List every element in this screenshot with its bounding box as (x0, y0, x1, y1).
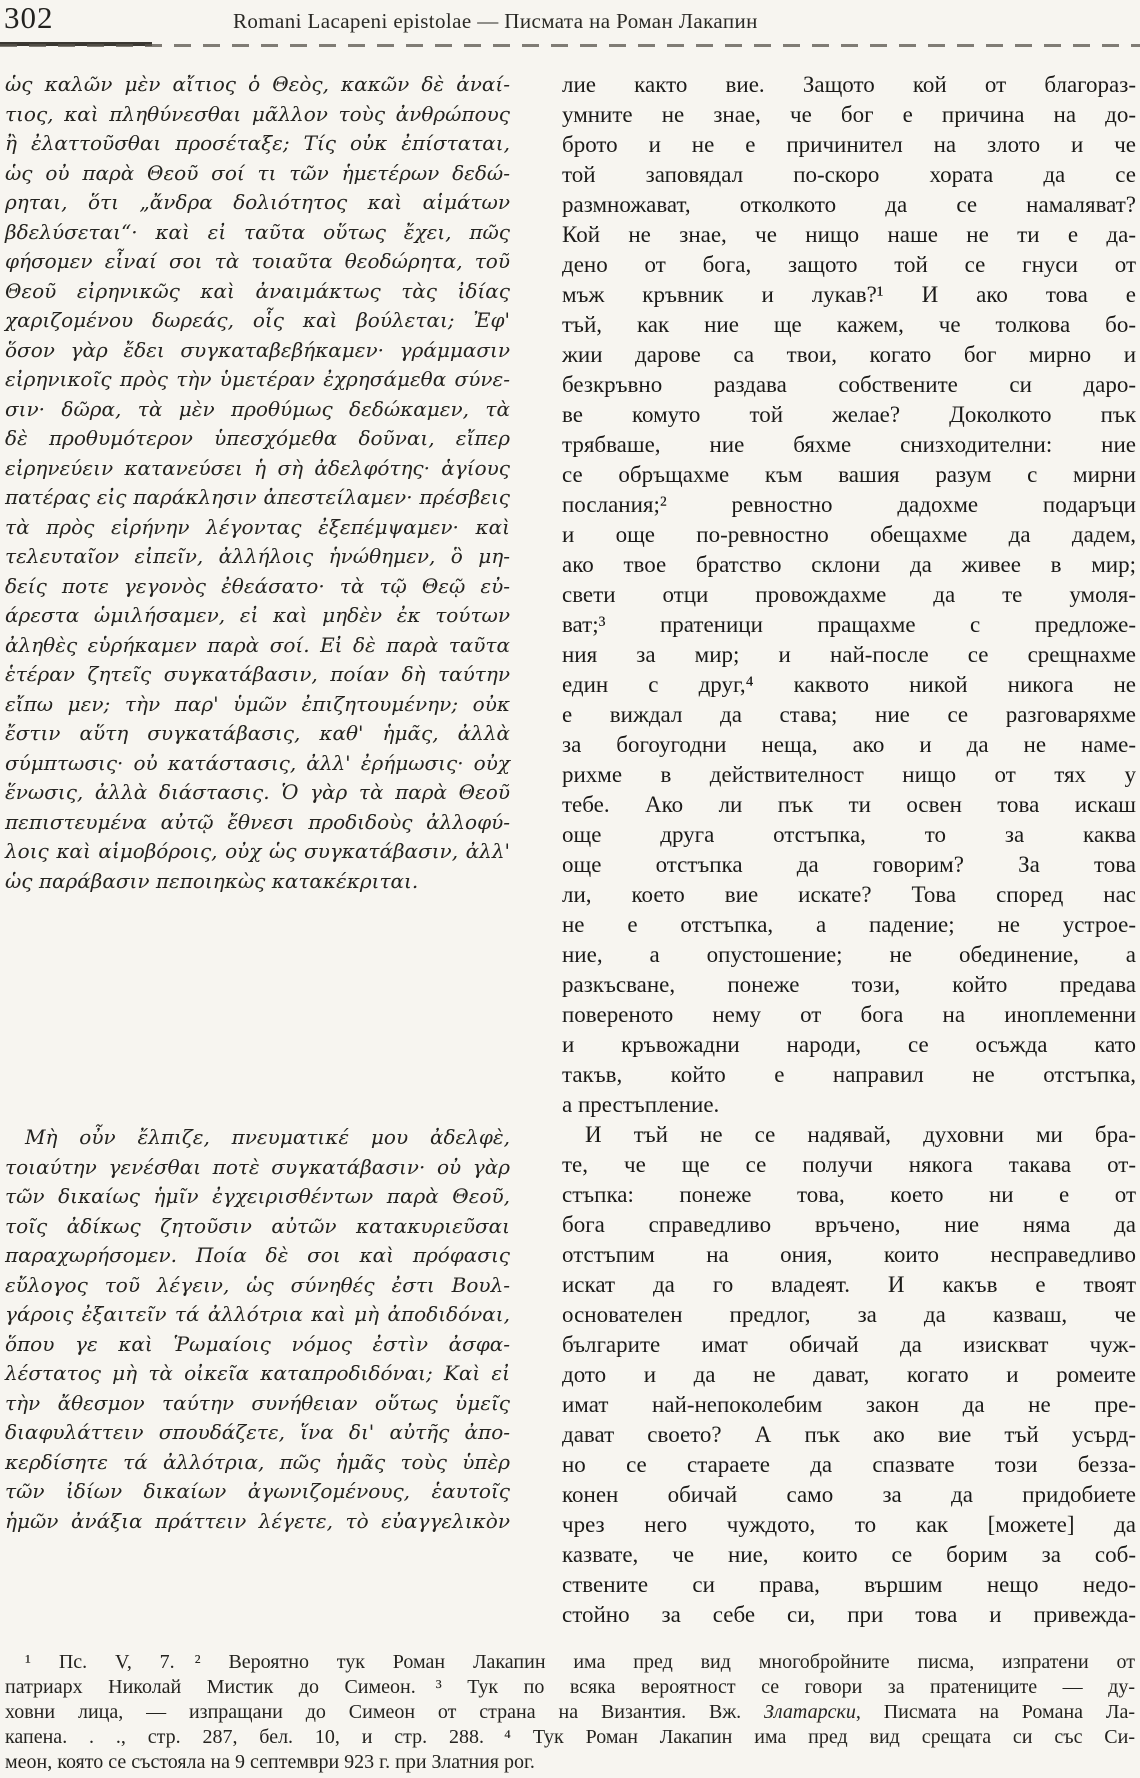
text-line: конен обичай само за да придобиете (562, 1482, 1136, 1507)
text-line: още друга отстъпка, то за каква (562, 822, 1136, 847)
text-line: Кой не знае, че нищо наше не ти е да- (562, 222, 1136, 247)
text-line: σύμπτωσις· οὐ κατάστασις, ἀλλ' ἐρήμωσις· οὐχ (5, 750, 510, 775)
text-line: τὰ πρὸς εἰρήνην λέγοντας ἐξεπέμψαμεν· καὶ (5, 514, 510, 539)
bulgarian-translation-column (562, 70, 1136, 1630)
text-line: βδελύσεται“· καὶ εἰ ταῦτα οὕτως ἔχει, πῶς (5, 219, 510, 244)
text-line: τοιαύτην γενέσθαι ποτὲ συγκατάβασιν· οὐ γὰρ (5, 1154, 510, 1179)
text-line: имат най-непоколебим закон да не пре- (562, 1392, 1136, 1417)
text-line: трябваше, ние бяхме снизходителни: ние (562, 432, 1136, 457)
text-line: ἕνωσις, ἀλλὰ διάστασις. Ὁ γὰρ τὰ παρὰ Θεοῦ (5, 780, 510, 804)
footnote-author-italic: Златарски (764, 1701, 856, 1723)
footnote-line (5, 1650, 1135, 1675)
page-number: 302 (4, 0, 54, 35)
text-line: свети отци провождахме да те умоля- (562, 582, 1136, 607)
text-line: и още по-ревностно обещахме да дадем, (562, 522, 1136, 547)
text-line: но се стараете да спазвате този безза- (562, 1452, 1136, 1477)
greek-text-column (5, 70, 510, 1630)
text-line: българите имат обичай да изискват чуж- (562, 1332, 1136, 1357)
text-line: послания;² ревностно дадохме подаръци (562, 492, 1136, 517)
footnote-text: капена. . ., стр. 287, бел. 10, и стр. 288. ⁴ Тук Роман Лакапин има пред вид срещата си със Си- (5, 1726, 1135, 1748)
text-line: искат да го владеят. И какъв е твоят (562, 1272, 1136, 1297)
text-line: εἴπω μεν; τὴν παρ' ὑμῶν ἐπιζητουμένην; οὐκ (5, 691, 510, 716)
text-line: брото и не е причинител на злото и че (562, 132, 1136, 157)
text-line: ὡς καλῶν μὲν αἴτιος ὁ Θεὸς, κακῶν δὲ ἀναί- (5, 72, 510, 96)
text-line: е виждал да става; ние се разговаряхме (562, 702, 1136, 727)
text-line: ли, което вие искате? Това според нас (562, 882, 1136, 907)
text-line: умните не знае, че бог е причина на до- (562, 102, 1136, 127)
text-line: τελευταῖον εἰπεῖν, ἀλλήλοις ἡνώθημεν, ὃ μη- (5, 544, 510, 568)
text-line: ἑτέραν ζητεῖς συγκατάβασιν, ποίαν δὴ ταύτην (5, 662, 510, 686)
footnote-line (5, 1700, 1135, 1725)
greek-paragraph-1 (5, 70, 510, 896)
text-line: εἰρηνικοῖς πρὸς τὴν ὑμετέραν ἐχρησάμεθα σύνε- (5, 367, 510, 391)
text-line: основателен предлог, за да казваш, че (562, 1302, 1136, 1327)
text-line: ве комуто той желае? Доколкото пък (562, 402, 1136, 427)
text-line: εὔλογος τοῦ λέγειν, ὡς σύνηθές ἐστι Βουλ- (5, 1272, 510, 1297)
text-line: ствените си права, вършим нещо недо- (562, 1572, 1136, 1597)
page-header (0, 0, 1140, 42)
footnote-text: ¹ Пс. V, 7. ² Вероятно тук Роман Лакапин има пред вид многобройните писма, изпратени от (5, 1651, 1135, 1673)
header-rule (0, 44, 1140, 47)
text-line: κερδίσητε τά ἀλλότρια, πῶς ἡμᾶς τοὺς ὑπὲρ (5, 1449, 510, 1474)
footnote-text: , Писмата на Романа Ла- (855, 1701, 1136, 1723)
text-line: не е отстъпка, а падение; не устрое- (562, 912, 1136, 937)
text-line: тебе. Ако ли пък ти освен това искаш (562, 792, 1136, 817)
text-line: εἰρηνεύειν κατανεύσει ἡ σὴ ἀδελφότης· ἁγίους (5, 455, 510, 480)
text-line: отстъпим на ония, които несправедливо (562, 1242, 1136, 1267)
text-line: γάροις ἐξαιτεῖν τά ἀλλότρια καὶ μὴ ἀποδιδόναι, (5, 1302, 510, 1326)
text-line: ὡς παράβασιν πεποιηκὼς κατακέκριται. (5, 868, 419, 893)
text-line: те, че ще се получи някога такава от- (562, 1152, 1136, 1177)
footnote-text: ховни лица, — изпращани до Симеон от страна на Византия. Вж. (5, 1701, 765, 1723)
text-line: той заповядал по-скоро хората да се (562, 162, 1136, 187)
text-line: ὅσον γὰρ ἔδει συγκαταβεβήκαμεν· γράμμασιν (5, 337, 510, 362)
text-line: безкръвно раздава собствените си даро- (562, 372, 1136, 397)
text-line: τὴν ἄθεσμον ταύτην συνήθειαν οὕτως ὑμεῖς (5, 1390, 510, 1415)
text-line: λέστατος μὴ τὰ οἰκεῖα καταπροδιδόναι; Καὶ εἰ (5, 1361, 510, 1385)
text-line: πεπιστευμένα αὐτῷ ἔθνεσι προδιδοὺς ἀλλοφύ- (5, 809, 510, 834)
text-line: един с друг,⁴ каквото никой никога не (562, 672, 1136, 697)
footnote-block (5, 1650, 1135, 1775)
text-line: стъпка: понеже това, което ни е от (562, 1182, 1136, 1207)
text-line: δείς ποτε γεγονὸς ἐθεάσατο· τὰ τῷ Θεῷ εὐ- (5, 573, 510, 598)
text-line: λοις καὶ αἱμοβόροις, οὐχ ὡς συγκατάβασιν, ἀλλ' (5, 839, 510, 863)
text-line: ὡς οὐ παρὰ Θεοῦ σοί τι τῶν ἡμετέρων δεδώ- (5, 160, 510, 185)
text-line: се обръщахме към вашия разум с мирни (562, 462, 1136, 487)
footnote-text: патриарх Николай Мистик до Симеон. ³ Тук по всяка вероятност се говори за пратениците — ду- (5, 1676, 1135, 1698)
text-line: казвате, че ние, които се борим за соб- (562, 1542, 1136, 1567)
text-line: τιος, καὶ πληθύνεσθαι μᾶλλον τοὺς ἀνθρώπους (5, 101, 510, 126)
text-line: мъж кръвник и лукав?¹ И ако това е (562, 282, 1136, 307)
footnote-line (5, 1750, 1135, 1775)
text-line: παραχωρήσομεν. Ποία δὲ σοι καὶ πρόφασις (5, 1243, 510, 1267)
text-line: δὲ προθυμότερον ὑπεσχόμεθα δοῦναι, εἴπερ (5, 426, 510, 450)
text-line: τῶν δικαίως ἡμῖν ἐγχειρισθέντων παρὰ Θεοῦ, (5, 1184, 510, 1208)
text-line: дено от бога, защото той се гнуси от (562, 252, 1136, 277)
text-line: и кръвожадни народи, се осъжда като (562, 1032, 1136, 1057)
text-line: разкъсване, понеже този, който предава (562, 972, 1136, 997)
text-line: ние, а опустошение; не обединение, а (562, 942, 1136, 967)
text-line: рихме в действителност нищо от тях у (562, 762, 1136, 787)
text-line: ват;³ пратеници пращахме с предложе- (562, 612, 1136, 637)
text-line: ния за мир; и най-после се срещнахме (562, 642, 1136, 667)
text-line: Θεοῦ εἰρηνικῶς καὶ ἀναιμάκτως τὰς ἰδίας (5, 278, 510, 303)
footnote-text: меон, която се състояла на 9 септември 923 г. при Златния рог. (5, 1751, 535, 1773)
text-line: а престъпление. (562, 1092, 720, 1117)
running-title: Romani Lacapeni epistolae — Писмата на Роман Лакапин (233, 9, 758, 33)
text-line: ὅπου γε καὶ Ῥωμαίοις νόμος ἐστὶν ἀσφα- (5, 1331, 510, 1356)
text-line: такъв, който е направил не отстъпка, (562, 1062, 1136, 1087)
text-line: ἢ ἐλαττοῦσθαι προσέταξε; Τίς οὐκ ἐπίσταται, (5, 131, 510, 155)
text-line: тъй, как ние ще кажем, че толкова бо- (562, 312, 1136, 337)
text-line: τοῖς ἀδίκως ζητοῦσιν αὐτῶν κατακυριεῦσαι (5, 1213, 510, 1238)
text-line: бога справедливо връчено, ние няма да (562, 1212, 1136, 1237)
text-line: άρεστα ὡμιλήσαμεν, εἰ καὶ μηδὲν ἐκ τούτων (5, 603, 510, 627)
text-line: Μὴ οὖν ἔλπιζε, πνευματικέ μου ἀδελφὲ, (5, 1125, 510, 1149)
greek-paragraph-2 (5, 1123, 510, 1536)
footnote-line (5, 1675, 1135, 1700)
text-line: дават своето? А пък ако вие тъй усърд- (562, 1422, 1136, 1447)
text-line: πατέρας εἰς παράκλησιν ἀπεστείλαμεν· πρέσβεις (5, 485, 510, 509)
text-line: ако твое братство склони да живее в мир; (562, 552, 1136, 577)
text-line: И тъй не се надявай, духовни ми бра- (562, 1122, 1136, 1147)
text-line: жии дарове са твои, когато бог мирно и (562, 342, 1136, 367)
text-line: ἔστιν αὕτη συγκατάβασις, καθ' ἡμᾶς, ἀλλὰ (5, 721, 510, 745)
text-line: лие както вие. Защото кой от благораз- (562, 72, 1136, 97)
text-line: стойно за себе си, при това и привежда- (562, 1602, 1136, 1627)
two-column-text-block (5, 70, 1136, 1630)
text-line: ρηται, ὅτι „ἄνδρα δολιότητος καὶ αἱμάτων (5, 190, 510, 214)
text-line: διαφυλάττειν σπουδάζετε, ἵνα δι' αὐτῆς ἀπο- (5, 1420, 510, 1444)
text-line: ἡμῶν ἀνάξια πράττειν λέγετε, τὸ εὐαγγελικὸν (5, 1508, 510, 1533)
text-line: чрез него чуждото, то как [можете] да (562, 1512, 1136, 1537)
text-line: σιν· δῶρα, τὰ μὲν προθύμως δεδώκαμεν, τὰ (5, 396, 510, 421)
text-line: повереното нему от бога на иноплеменни (562, 1002, 1136, 1027)
text-line: φήσομεν εἶναί σοι τὰ τοιαῦτα θεοδώρητα, τοῦ (5, 249, 510, 273)
text-line: дото и да не дават, когато и ромеите (562, 1362, 1136, 1387)
text-line: χαριζομένου δωρεάς, οἷς καὶ βούλεται; Ἐφ' (5, 308, 510, 332)
text-line: ἀληθὲς εὑρήκαμεν παρὰ σοί. Εἰ δὲ παρὰ ταῦτα (5, 632, 510, 657)
text-line: за богоугодни неща, ако и да не наме- (562, 732, 1136, 757)
footnote-line (5, 1725, 1135, 1750)
text-line: размножават, отколкото да се намаляват? (562, 192, 1136, 217)
text-line: τῶν ἰδίων δικαίων ἀγωνιζομένους, ἑαυτοῖς (5, 1479, 510, 1503)
text-line: още отстъпка да говорим? За това (562, 852, 1136, 877)
